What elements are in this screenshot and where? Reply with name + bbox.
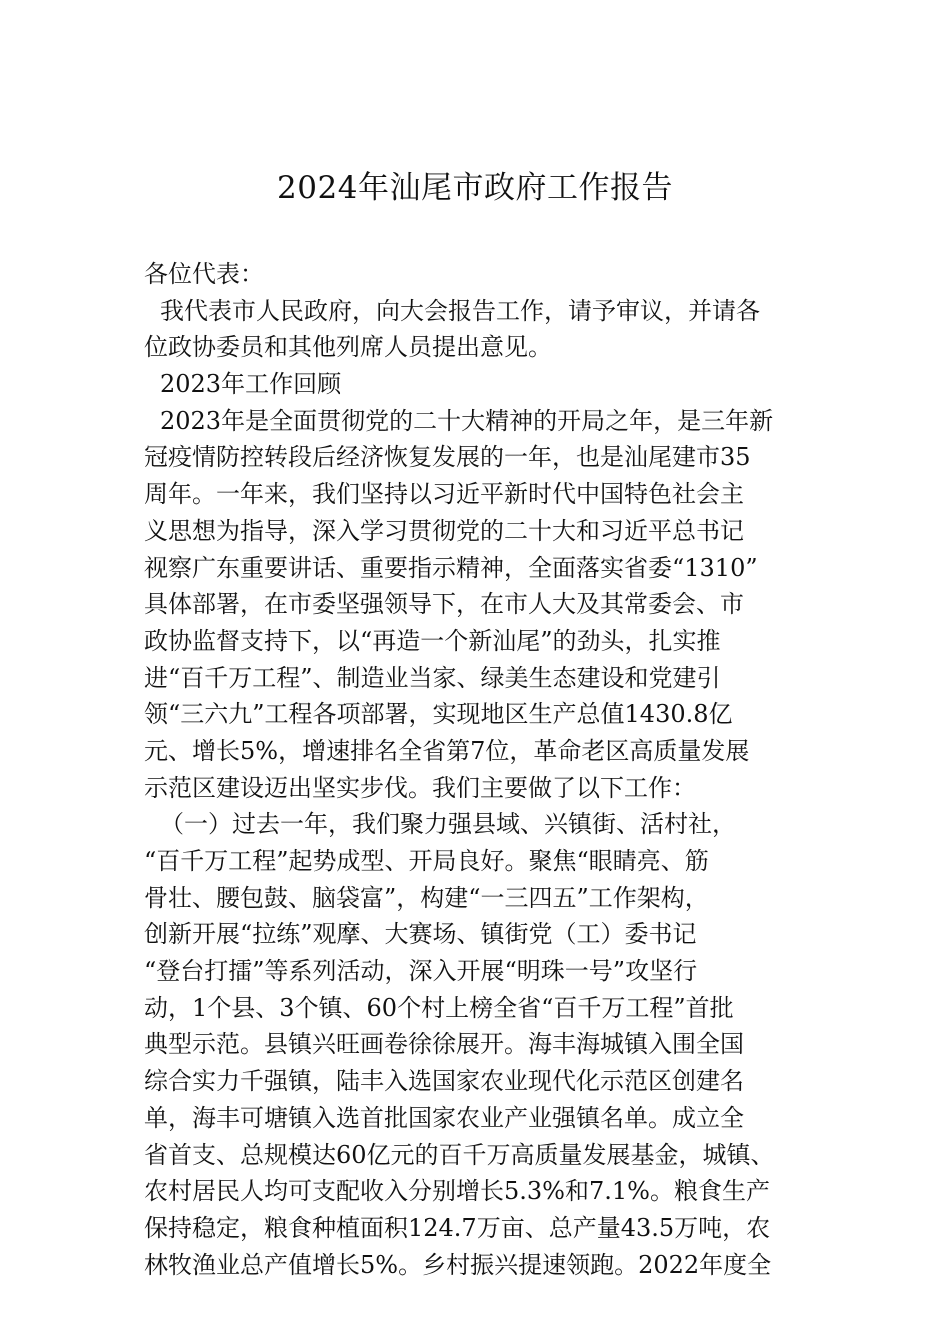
body-text-line: 2023年是全面贯彻党的二十大精神的开局之年，是三年新 [160, 406, 774, 435]
body-text-line: “百千万工程”起势成型、开局良好。聚焦“眼睛亮、筋 [144, 847, 709, 875]
body-text-line: 动，1个县、3个镇、60个村上榜全省“百千万工程”首批 [144, 993, 734, 1022]
document-title: 2024年汕尾市政府工作报告 [277, 170, 673, 206]
body-text-line: 视察广东重要讲话、重要指示精神，全面落实省委“1310” [144, 553, 758, 582]
body-text-line: 我代表市人民政府，向大会报告工作，请予审议，并请各 [160, 296, 760, 325]
body-text-line: “登台打擂”等系列活动，深入开展“明珠一号”攻坚行 [144, 957, 698, 986]
body-text-line: 骨壮、腰包鼓、脑袋富”，构建“一三四五”工作架构， [144, 883, 709, 912]
body-text-line: 林牧渔业总产值增长5%。乡村振兴提速领跑。2022年度全 [144, 1250, 772, 1279]
body-text-line: 综合实力千强镇，陆丰入选国家农业现代化示范区创建名 [144, 1067, 744, 1096]
body-text-line: 具体部署，在市委坚强领导下，在市人大及其常委会、市 [144, 590, 744, 619]
body-text-line: 示范区建设迈出坚实步伐。我们主要做了以下工作： [144, 773, 696, 802]
body-text-line: （一）过去一年，我们聚力强县域、兴镇街、活村社， [160, 810, 736, 839]
body-text-line: 2023年工作回顾 [160, 370, 342, 399]
body-text-line: 领“三六九”工程各项部署，实现地区生产总值1430.8亿 [144, 700, 733, 729]
body-text-line: 元、增长5%，增速排名全省第7位，革命老区高质量发展 [144, 736, 750, 765]
body-text-line: 义思想为指导，深入学习贯彻党的二十大和习近平总书记 [144, 516, 744, 545]
body-text-line: 位政协委员和其他列席人员提出意见。 [144, 333, 552, 362]
body-text-line: 农村居民人均可支配收入分别增长5.3%和7.1%。粮食生产 [144, 1177, 770, 1206]
body-text-line: 创新开展“拉练”观摩、大赛场、镇街党（工）委书记 [144, 920, 697, 949]
body-text-line: 各位代表： [144, 260, 264, 288]
body-text-line: 周年。一年来，我们坚持以习近平新时代中国特色社会主 [144, 480, 744, 509]
body-text-line: 单，海丰可塘镇入选首批国家农业产业强镇名单。成立全 [144, 1103, 744, 1132]
body-text-line: 进“百千万工程”、制造业当家、绿美生态建设和党建引 [144, 663, 721, 692]
body-text-line: 省首支、总规模达60亿元的百千万高质量发展基金，城镇、 [144, 1140, 775, 1169]
body-text-line: 典型示范。县镇兴旺画卷徐徐展开。海丰海城镇入围全国 [144, 1030, 744, 1059]
body-text-line: 保持稳定，粮食种植面积124.7万亩、总产量43.5万吨，农 [144, 1213, 771, 1242]
document-body [144, 256, 814, 1283]
body-text-line: 政协监督支持下，以“再造一个新汕尾”的劲头，扎实推 [144, 626, 721, 655]
body-text-line: 冠疫情防控转段后经济恢复发展的一年，也是汕尾建市35 [144, 443, 751, 472]
